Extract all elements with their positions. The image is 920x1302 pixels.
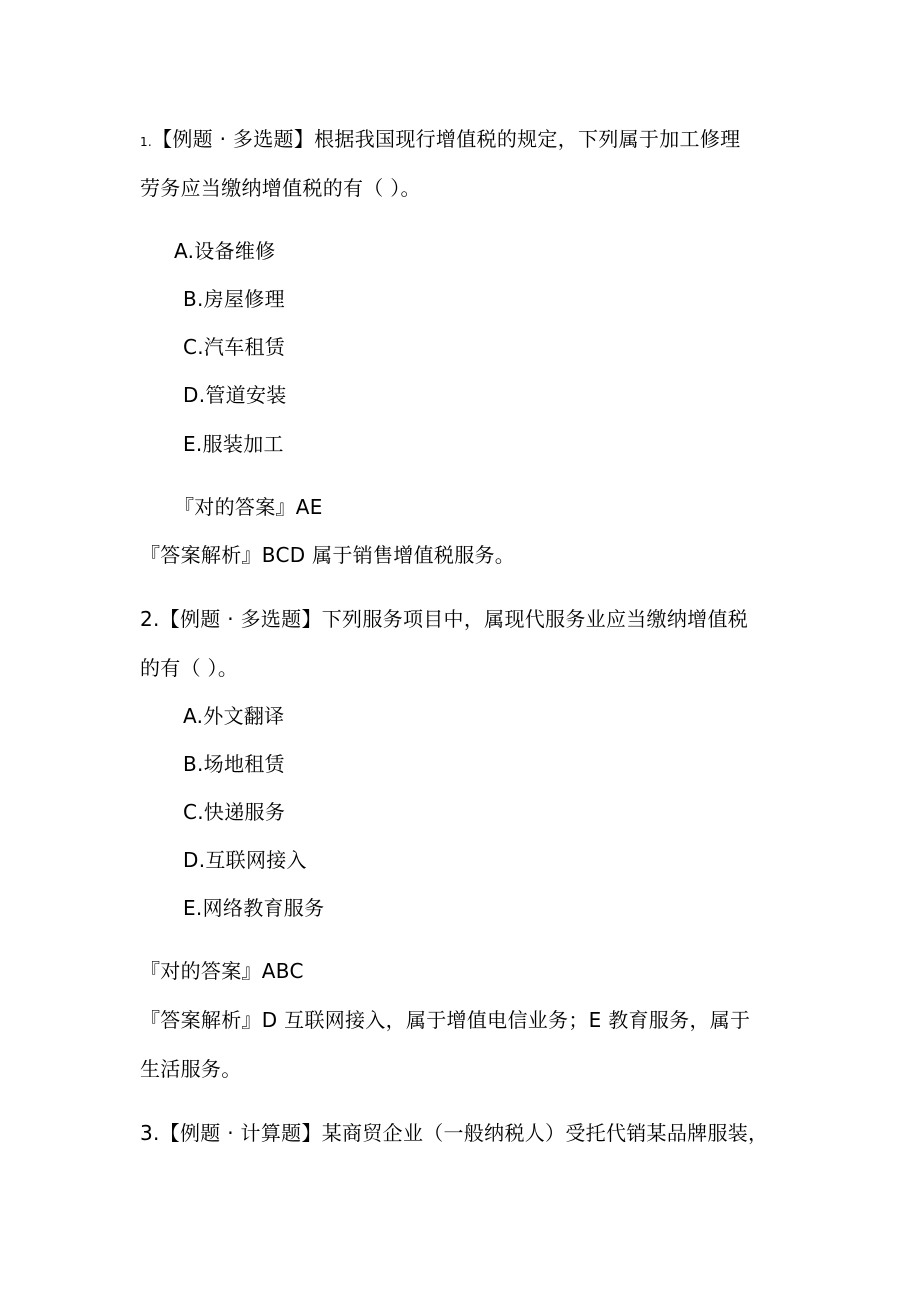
q1-option-c: C.汽车租赁 [183,335,286,359]
q2-option-c: C.快递服务 [183,800,286,824]
q2-answer: 『对的答案』ABC [140,959,304,983]
q2-option-d: D.互联网接入 [183,848,307,872]
q1-stem-line1 [140,125,740,156]
q1-number: 1. [140,135,153,149]
q1-answer: 『对的答案』AE [174,495,323,519]
q1-option-a: A.设备维修 [174,239,276,263]
q2-option-b: B.场地租赁 [183,752,285,776]
q2-option-a: A.外文翻译 [183,704,285,728]
q2-stem-line2: 的有（ ）。 [140,656,239,680]
q2-stem-line1: 2.【例题 · 多选题】下列服务项目中，属现代服务业应当缴纳增值税 [140,607,749,631]
q1-stem-text: 【例题 · 多选题】根据我国现行增值税的规定，下列属于加工修理 [152,127,741,151]
q2-option-e: E.网络教育服务 [183,896,325,920]
q1-option-b: B.房屋修理 [183,287,285,311]
q2-analysis-line2: 生活服务。 [140,1057,242,1081]
q1-stem-line2: 劳务应当缴纳增值税的有（ ）。 [140,176,421,200]
q1-option-d: D.管道安装 [183,383,287,407]
q3-stem-line1: 3.【例题 · 计算题】某商贸企业（一般纳税人）受托代销某品牌服装， [140,1121,769,1145]
q2-analysis-line1: 『答案解析』D 互联网接入，属于增值电信业务；E 教育服务，属于 [140,1008,751,1032]
q1-option-e: E.服装加工 [183,432,284,456]
q1-analysis: 『答案解析』BCD 属于销售增值税服务。 [140,543,516,567]
